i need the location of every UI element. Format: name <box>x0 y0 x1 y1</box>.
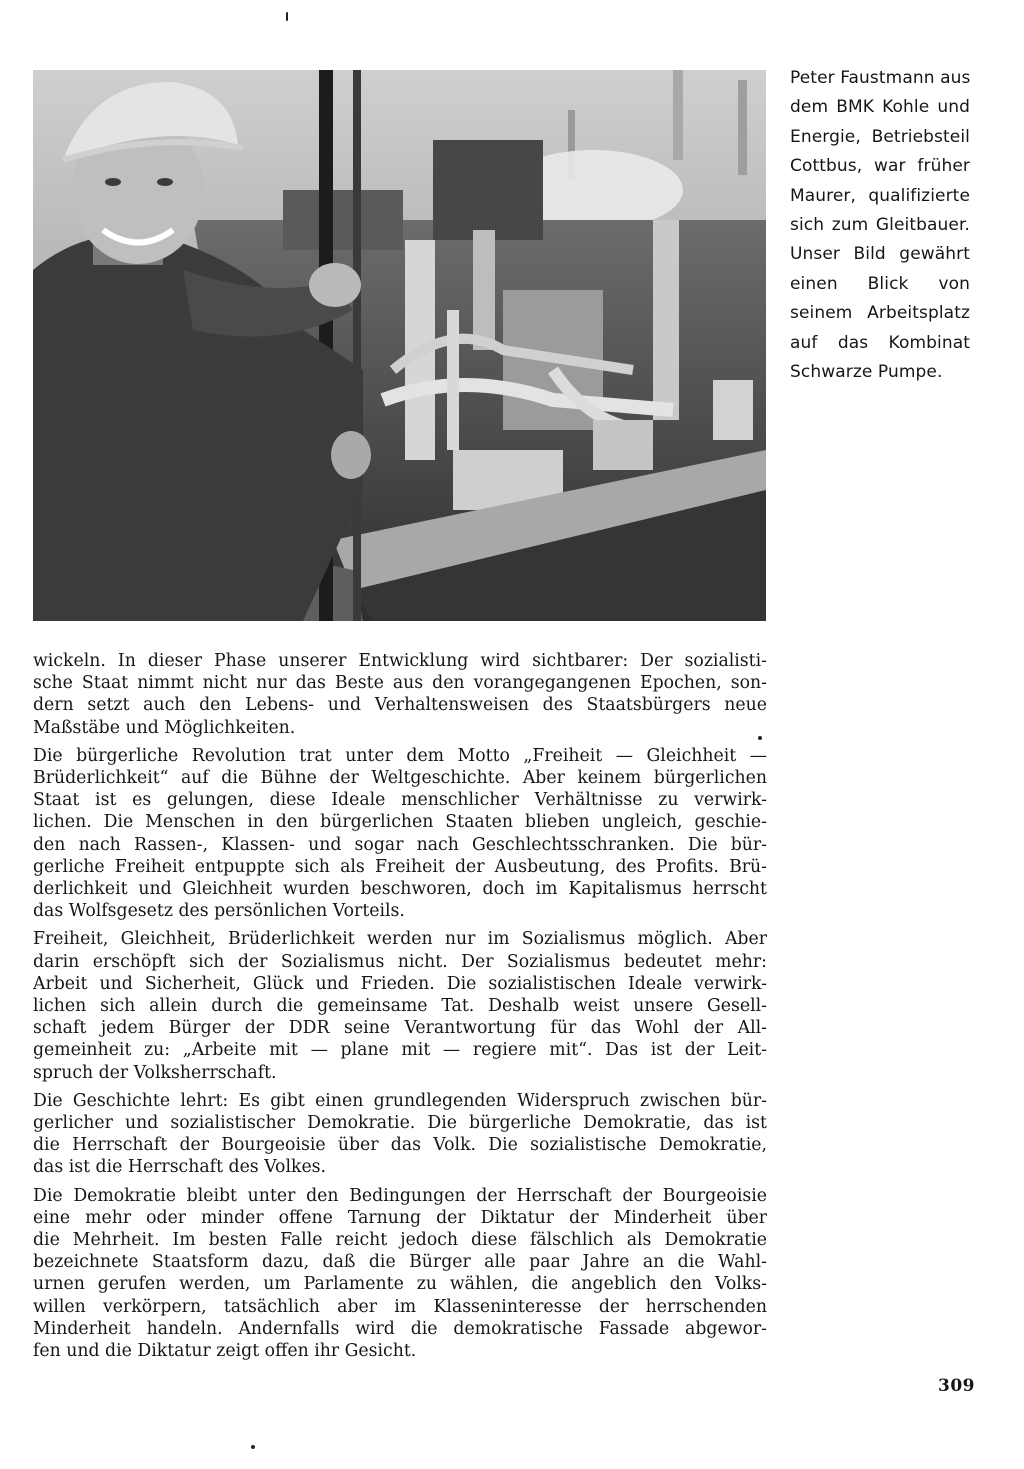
caption-line: dem BMK Kohle und <box>790 97 970 118</box>
paragraph <box>33 1090 767 1179</box>
page-number: 309 <box>938 1376 975 1396</box>
caption-line: seinem Arbeitsplatz <box>790 303 970 324</box>
text-line: das ist die Herrschaft des Volkes. <box>33 1157 327 1178</box>
text-line: Staat ist es gelungen, diese Ideale menschlicher Verhältnisse zu verwirk- <box>33 790 767 811</box>
worker-photo <box>33 70 766 621</box>
text-line: gerliche Freiheit entpuppte sich als Freiheit der Ausbeutung, des Profits. Brü- <box>33 856 767 877</box>
text-line: derlichkeit und Gleichheit wurden beschworen, doch im Kapitalismus herrscht <box>33 879 767 900</box>
text-line: eine mehr oder minder offene Tarnung der Diktatur der Minderheit über <box>33 1207 767 1228</box>
text-line: Arbeit und Sicherheit, Glück und Frieden. Die sozialistischen Ideale verwirk- <box>33 973 767 994</box>
scan-speck <box>758 736 762 740</box>
text-line: den nach Rassen-, Klassen- und sogar nach Geschlechtsschranken. Die bür- <box>33 834 767 855</box>
text-line: sche Staat nimmt nicht nur das Beste aus den vorangegangenen Epochen, son- <box>33 673 767 694</box>
caption-line: Cottbus, war früher <box>790 156 970 177</box>
caption-line: einen Blick von <box>790 273 970 294</box>
text-line: Freiheit, Gleichheit, Brüderlichkeit werden nur im Sozialismus möglich. Aber <box>33 929 767 950</box>
text-line: die Mehrheit. Im besten Falle reicht jedoch diese fälschlich als Demokratie <box>33 1230 767 1251</box>
text-line: darin erschöpft sich der Sozialismus nicht. Der Sozialismus bedeutet mehr: <box>33 951 767 972</box>
text-line: spruch der Volksherrschaft. <box>33 1062 277 1083</box>
text-line: fen und die Diktatur zeigt offen ihr Gesicht. <box>33 1341 417 1362</box>
caption-line: Unser Bild gewährt <box>790 244 970 265</box>
text-line: urnen gerufen werden, um Parlamente zu wählen, die angeblich den Volks- <box>33 1274 767 1295</box>
paragraph <box>33 1185 767 1363</box>
text-line: dern setzt auch den Lebens- und Verhaltensweisen des Staatsbürgers neue <box>33 695 767 716</box>
caption-line: auf das Kombinat <box>790 332 970 353</box>
body-text <box>33 650 767 1368</box>
text-line: gerlicher und sozialistischer Demokratie. Die bürgerliche Demokratie, das ist <box>33 1113 767 1134</box>
text-line: gemeinheit zu: „Arbeite mit — plane mit — regiere mit“. Das ist der Leit- <box>33 1040 767 1061</box>
text-line: Die bürgerliche Revolution trat unter dem Motto „Freiheit — Gleichheit — <box>33 745 767 766</box>
text-line: Maßstäbe und Möglichkeiten. <box>33 717 296 738</box>
text-line: lichen. Die Menschen in den bürgerlichen Staaten blieben ungleich, geschie- <box>33 812 767 833</box>
text-line: die Herrschaft der Bourgeoisie über das Volk. Die sozialistische Demokratie, <box>33 1135 767 1156</box>
text-line: Brüderlichkeit“ auf die Bühne der Weltgeschichte. Aber keinem bürgerlichen <box>33 768 767 789</box>
text-line: Minderheit handeln. Andernfalls wird die demokratische Fassade abgewor- <box>33 1318 767 1339</box>
caption-line: Schwarze Pumpe. <box>790 362 943 383</box>
caption-line: Energie, Betriebsteil <box>790 126 970 147</box>
paragraph <box>33 745 767 923</box>
scan-speck <box>286 12 288 21</box>
caption-line: Maurer, qualifizierte <box>790 185 970 206</box>
paragraph <box>33 650 767 739</box>
text-line: lichen sich allein durch die gemeinsame Tat. Deshalb weist unsere Gesell- <box>33 996 767 1017</box>
industrial-plant-illustration <box>33 70 766 621</box>
text-line: wickeln. In dieser Phase unserer Entwicklung wird sichtbarer: Der sozialisti- <box>33 651 767 671</box>
caption-line: Peter Faustmann aus <box>790 68 971 88</box>
text-line: Die Demokratie bleibt unter den Bedingungen der Herrschaft der Bourgeoisie <box>33 1185 767 1206</box>
photo-caption <box>790 64 970 387</box>
paragraph <box>33 928 767 1083</box>
text-line: das Wolfsgesetz des persönlichen Vorteils. <box>33 901 405 922</box>
scan-speck <box>251 1445 255 1449</box>
text-line: Die Geschichte lehrt: Es gibt einen grundlegenden Widerspruch zwischen bür- <box>33 1090 767 1111</box>
text-line: schaft jedem Bürger der DDR seine Verantwortung für das Wohl der All- <box>33 1018 767 1039</box>
text-line: willen verkörpern, tatsächlich aber im Klasseninteresse der herrschenden <box>33 1296 767 1317</box>
caption-line: sich zum Gleitbauer. <box>790 215 970 236</box>
text-line: bezeichnete Staatsform dazu, daß die Bürger alle paar Jahre an die Wahl- <box>33 1252 767 1273</box>
